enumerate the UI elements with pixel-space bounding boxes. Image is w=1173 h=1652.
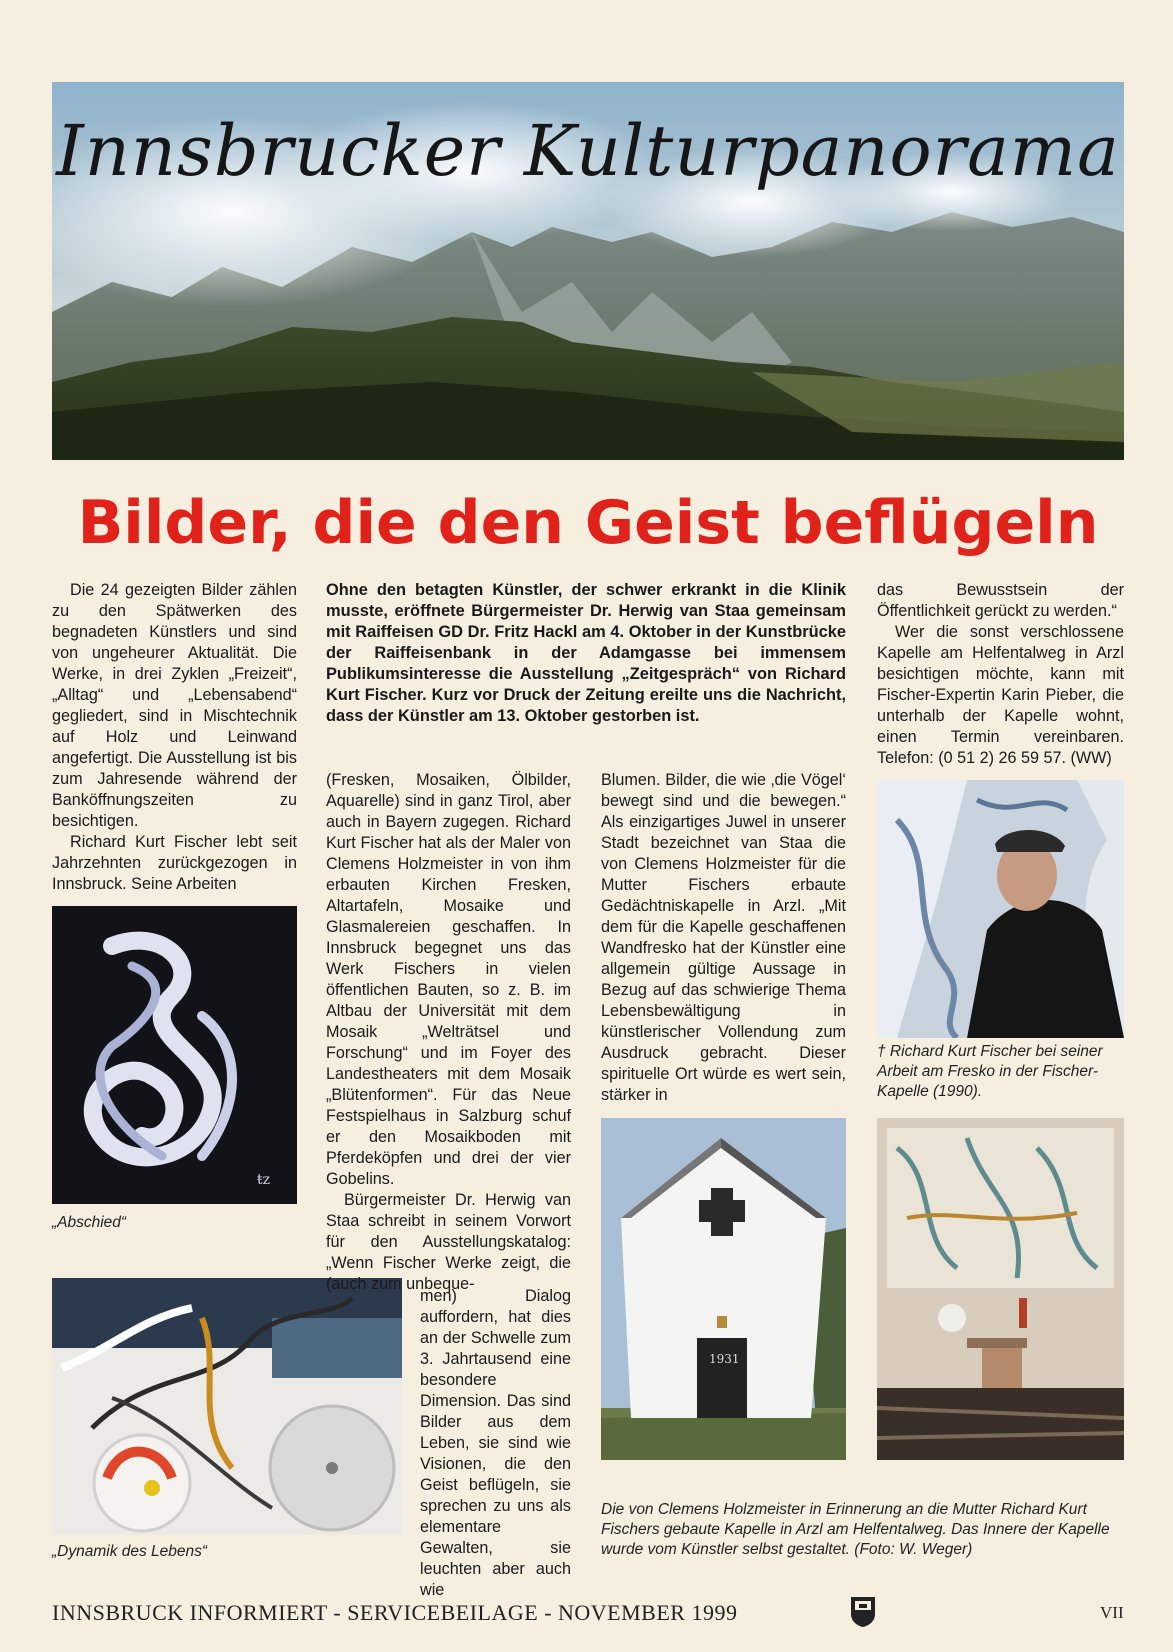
chapel-interior-photo [877,1118,1124,1460]
artist-portrait-image [877,780,1124,1038]
paragraph: das Bewusstsein der Öffentlichkeit gerückt zu werden.“ [877,581,1124,620]
paragraph: Wer die sonst verschlossene Kapelle am Helfentalweg in Arzl besichtigen möchte, kann mit Fischer-Expertin Karin Pieber, die unterhalb der Kapelle wohnt, einen Termin vereinbaren. Telefon: (0 51 2) 26 59 57. (WW) [877,623,1124,767]
svg-text:ŧz: ŧz [257,1172,271,1188]
paragraph: Bürgermeister Dr. Herwig van Staa schreibt in seinem Vorwort für den Ausstellungskatalog: „Wenn Fischer Werke zeigt, die (auch zum unbeque- [326,1191,571,1293]
artist-portrait-photo [877,780,1124,1038]
masthead-title: Innsbrucker Kulturpanorama [56,110,1120,192]
paragraph: Die 24 gezeigten Bilder zählen zu den Spätwerken des begnadeten Künstlers und sind von ungeheurer Aktualität. Die Werke, in drei Zyklen „Freizeit“, „Alltag“ und „Lebensabend“ gegliedert, sind in Mischtechnik auf Holz und Leinwand angefertigt. Die Ausstellung ist bis zum Jahresende während der Banköffnungszeiten zu besichtigen. [52,581,297,830]
page-number: VII [1100,1603,1124,1622]
column-4-text [877,580,1124,769]
abschied-caption: „Abschied“ [52,1214,127,1231]
paragraph: Blumen. Bilder, die wie ‚die Vögel‘ bewegt sind und die bewegen.“ Als einzigartiges Juwel in unserer Stadt bezeichnet van Staa die von Clemens Holzmeister für die Mutter Fischers erbaute Gedächtniskapelle in Arzl. „Mit dem für die Kapelle geschaffenen Wandfresko hat der Künstler eine allgemein gültige Aussage in Bezug auf das schwierige Thema Lebensbewältigung in künstlerischer Vollendung zum Ausdruck gebracht. Dieser spirituelle Ort würde es wert sein, stärker in [601,771,846,1104]
abschied-painting-photo [52,906,297,1204]
column-2-wrapped-text: men) Dialog auffordern, hat dies an der Schwelle zum 3. Jahrtausend eine besondere Dimension. Das sind Bilder aus dem Leben, sie sind wie Visionen, die den Geist beflügeln, sie sprechen zu uns als elementare Gewalten, sie leuchten aber auch wie [420,1287,571,1599]
mountain-banner-photo [52,82,1124,460]
column-1-text [52,580,297,895]
chapel-interior-image [877,1118,1124,1460]
door-inscription: 1931 [709,1352,740,1366]
lead-paragraph: Ohne den betagten Künstler, der schwer erkrankt in die Klinik musste, eröffnete Bürgermeister Dr. Herwig van Staa gemeinsam mit Raiffeisen GD Dr. Fritz Hackl am 4. Oktober in der Kunstbrücke der Raiffeisenbank in der Adamgasse bei immensem Publikumsinteresse die Ausstellung „Zeitgespräch“ von Richard Kurt Fischer. Kurz vor Druck der Zeitung ereilte uns die Nachricht, dass der Künstler am 13. Oktober gestorben ist. [326,581,846,725]
chapel-exterior-photo [601,1118,846,1460]
paragraph: Richard Kurt Fischer lebt seit Jahrzehnten zurückgezogen in Innsbruck. Seine Arbeiten [52,833,297,893]
chapel-exterior-image [601,1118,846,1460]
city-crest-icon [850,1596,876,1628]
chapel-caption: Die von Clemens Holzmeister in Erinnerung an die Mutter Richard Kurt Fischers gebaute Kapelle in Arzl am Helfentalweg. Das Innere der Kapelle wurde vom Künstler selbst gestaltet. (Foto: W. Weger) [601,1501,1110,1558]
article-headline: Bilder, die den Geist beflügeln [77,488,1099,558]
column-3-text [601,770,846,1106]
dynamik-painting-photo [52,1278,402,1535]
abschied-painting-image [52,906,297,1204]
paragraph: (Fresken, Mosaiken, Ölbilder, Aquarelle) sind in ganz Tirol, aber auch in Bayern zugegen. Richard Kurt Fischer hat als der Maler von Clemens Holzmeister in von ihm erbauten Kirchen Fresken, Altartafeln, Mosaike und Glasmalereien geschaffen. In Innsbruck begegnet uns das Werk Fischers in vielen öffentlichen Bauten, so z. B. im Altbau der Universität mit dem Mosaik „Welträtsel und Forschung“ und im Foyer des Landestheaters mit dem Mosaik „Blütenformen“. Für das Neue Festspielhaus in Salzburg schuf er den Mosaikboden mit Pferdeköpfen und drei der vier Gobelins. [326,771,571,1188]
dynamik-caption: „Dynamik des Lebens“ [52,1543,208,1560]
dynamik-painting-image [52,1278,402,1535]
portrait-caption: † Richard Kurt Fischer bei seiner Arbeit am Fresko in der Fischer-Kapelle (1990). [877,1043,1103,1100]
column-2-text [326,770,571,1295]
footer-publication: INNSBRUCK INFORMIERT - SERVICEBEILAGE - NOVEMBER 1999 [52,1600,738,1625]
